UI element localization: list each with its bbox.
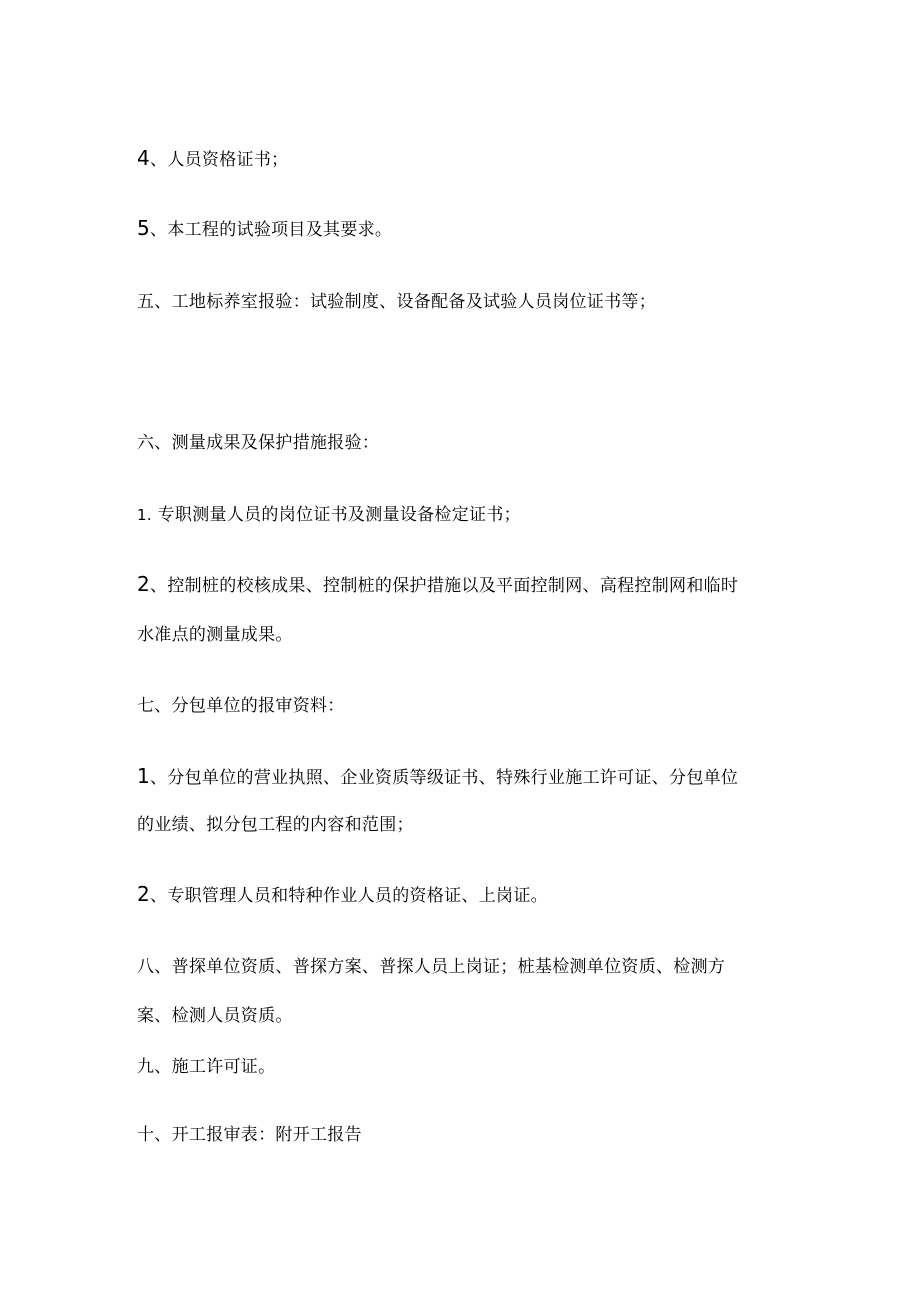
section-heading-7 xyxy=(137,694,797,718)
section-heading-5 xyxy=(137,290,797,314)
section-heading-8 xyxy=(137,955,797,979)
heading-text: 八、普探单位资质、普探方案、普探人员上岗证；桩基检测单位资质、检测方 xyxy=(137,957,726,977)
item-number: 5 xyxy=(137,216,151,240)
heading-text: 七、分包单位的报审资料： xyxy=(137,696,345,716)
item-text: 、控制桩的校核成果、控制桩的保护措施以及平面控制网、高程控制网和临时 xyxy=(150,576,739,596)
list-item-7-1-continued xyxy=(137,813,797,837)
heading-text: 六、测量成果及保护措施报验： xyxy=(137,433,380,453)
list-item-6-2 xyxy=(137,572,797,598)
list-item-6-1 xyxy=(137,503,797,527)
heading-text: 九、施工许可证。 xyxy=(137,1057,276,1077)
list-item-4 xyxy=(137,146,797,172)
item-text: 水准点的测量成果。 xyxy=(137,625,293,645)
item-number: 2 xyxy=(137,572,151,596)
item-text: 专职测量人员的岗位证书及测量设备检定证书； xyxy=(151,505,521,525)
list-item-7-1 xyxy=(137,764,797,790)
section-heading-9 xyxy=(137,1055,797,1079)
item-text: 、本工程的试验项目及其要求。 xyxy=(150,220,393,240)
section-heading-8-continued xyxy=(137,1004,797,1028)
item-text: 的业绩、拟分包工程的内容和范围； xyxy=(137,815,414,835)
heading-text: 案、检测人员资质。 xyxy=(137,1006,293,1026)
item-text: 、分包单位的营业执照、企业资质等级证书、特殊行业施工许可证、分包单位 xyxy=(150,768,739,788)
heading-text: 五、工地标养室报验：试验制度、设备配备及试验人员岗位证书等； xyxy=(137,292,656,312)
item-number: 2 xyxy=(137,882,151,906)
item-number: 1 xyxy=(137,764,151,788)
list-item-6-2-continued xyxy=(137,623,797,647)
section-heading-10 xyxy=(137,1123,797,1147)
item-text: 、专职管理人员和特种作业人员的资格证、上岗证。 xyxy=(150,886,548,906)
item-number: 1. xyxy=(137,506,152,524)
item-text: 、人员资格证书； xyxy=(150,150,289,170)
list-item-5 xyxy=(137,216,797,242)
section-heading-6 xyxy=(137,431,797,455)
heading-text: 十、开工报审表：附开工报告 xyxy=(137,1125,362,1145)
list-item-7-2 xyxy=(137,882,797,908)
item-number: 4 xyxy=(137,146,151,170)
